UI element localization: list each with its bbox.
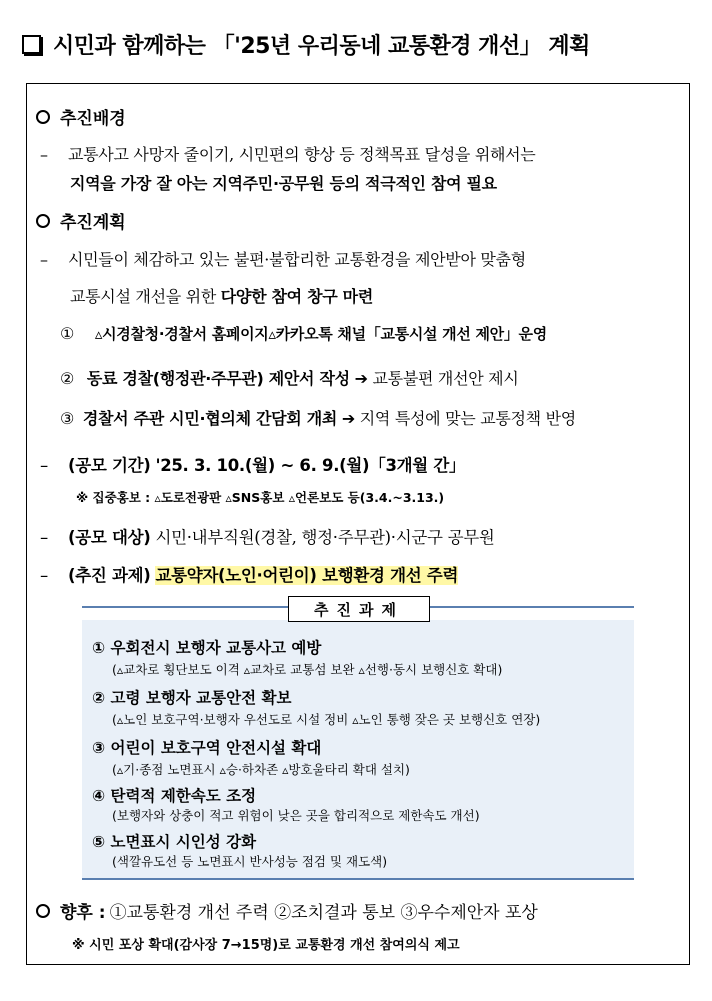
panel-item-2-sub: (▵노인 보호구역·보행자 우선도로 시설 정비 ▵노인 통행 잦은 곳 보행신호 연장) bbox=[112, 712, 541, 727]
panel-item-4-title: ④ 탄력적 제한속도 조정 bbox=[92, 787, 257, 805]
plan-item-2-rest: 교통불편 개선안 제시 bbox=[372, 369, 519, 388]
target-line bbox=[40, 524, 495, 548]
dash-bullet: – bbox=[40, 250, 48, 269]
panel-item-3-sub: (▵기·종점 노면표시 ▵승·하차존 ▵방호울타리 확대 설치) bbox=[112, 762, 410, 777]
period-value: '25. 3. 10.(월) ~ 6. 9.(월)「3개월 간」 bbox=[155, 456, 466, 475]
period-line bbox=[40, 452, 465, 476]
section-plan-heading bbox=[36, 208, 126, 233]
section-background-title: 추진배경 bbox=[60, 109, 126, 129]
plan-item-3-bold: 경찰서 주관 시민·협의체 간담회 개최 bbox=[82, 409, 338, 428]
plan-item-1-number: ① bbox=[60, 324, 75, 343]
target-value: 시민·내부직원(경찰, 행정·주무관)·시군구 공무원 bbox=[155, 528, 495, 547]
plan-item-3-rest: 지역 특성에 맞는 교통정책 반영 bbox=[359, 409, 576, 428]
panel-item-2-title: ② 고령 보행자 교통안전 확보 bbox=[92, 689, 292, 707]
future-note: ※ 시민 포상 확대(감사장 7→15명)로 교통환경 개선 참여의식 제고 bbox=[72, 938, 460, 953]
task-value-highlighted: 교통약자(노인·어린이) 보행환경 개선 주력 bbox=[155, 566, 459, 585]
period-label: (공모 기간) bbox=[68, 456, 151, 475]
background-line-2: 지역을 가장 잘 아는 지역주민·공무원 등의 적극적인 참여 필요 bbox=[70, 174, 497, 193]
future-heading: 향후 : bbox=[60, 903, 106, 923]
plan-line-2-normal: 교통시설 개선을 위한 bbox=[70, 287, 221, 306]
panel-item-5-title: ⑤ 노면표시 시인성 강화 bbox=[92, 833, 257, 851]
future-line bbox=[36, 898, 538, 923]
dash-bullet: – bbox=[40, 145, 48, 164]
plan-item-3-number: ③ bbox=[60, 409, 75, 428]
plan-line-1-text: 시민들이 체감하고 있는 불편·불합리한 교통환경을 제안받아 맞춤형 bbox=[68, 250, 526, 269]
dash-bullet: – bbox=[40, 528, 48, 547]
plan-item-1-text: ▵시경찰청·경찰서 홈페이지▵카카오톡 채널「교통시설 개선 제안」운영 bbox=[94, 325, 547, 343]
task-label: (추진 과제) bbox=[68, 566, 151, 585]
section-background-heading bbox=[36, 104, 126, 129]
plan-line-2-bold: 다양한 참여 창구 마련 bbox=[220, 287, 373, 306]
dash-bullet: – bbox=[40, 456, 48, 475]
panel-item-4-sub: (보행자와 상충이 적고 위험이 낮은 곳을 합리적으로 제한속도 개선) bbox=[112, 808, 480, 823]
panel-item-3-title: ③ 어린이 보호구역 안전시설 확대 bbox=[92, 739, 322, 757]
checkbox-square-icon bbox=[22, 35, 41, 54]
circle-bullet-icon bbox=[36, 110, 50, 124]
target-label: (공모 대상) bbox=[68, 528, 151, 547]
task-line bbox=[40, 562, 458, 586]
period-note: ※ 집중홍보 : ▵도로전광판 ▵SNS홍보 ▵언론보도 등(3.4.~3.13.) bbox=[76, 490, 445, 505]
circle-bullet-icon bbox=[36, 214, 50, 228]
document-title bbox=[22, 26, 590, 62]
panel-bottom-rule bbox=[82, 878, 634, 880]
document-title-text: 시민과 함께하는 「'25년 우리동네 교통환경 개선」 계획 bbox=[53, 33, 590, 59]
plan-item-2 bbox=[60, 366, 519, 389]
section-plan-title: 추진계획 bbox=[60, 213, 126, 233]
plan-line-2 bbox=[70, 284, 373, 307]
background-line-1 bbox=[40, 142, 535, 165]
background-line-1-text: 교통사고 사망자 줄이기, 시민편의 향상 등 정책목표 달성을 위해서는 bbox=[68, 145, 536, 164]
plan-line-1 bbox=[40, 247, 526, 270]
panel-item-1-sub: (▵교차로 횡단보도 이격 ▵교차로 교통섬 보완 ▵선행·동시 보행신호 확대) bbox=[112, 662, 503, 677]
circle-bullet-icon bbox=[36, 904, 50, 918]
right-arrow-icon: ➔ bbox=[354, 369, 368, 388]
plan-item-3 bbox=[60, 406, 576, 429]
plan-item-2-number: ② bbox=[60, 369, 75, 388]
plan-item-2-bold: 동료 경찰(행정관·주무관) 제안서 작성 bbox=[86, 369, 350, 388]
future-text: ①교통환경 개선 주력 ②조치결과 통보 ③우수제안자 포상 bbox=[109, 903, 538, 923]
panel-item-5-sub: (색깔유도선 등 노면표시 반사성능 점검 및 재도색) bbox=[112, 854, 388, 869]
panel-badge: 추진과제 bbox=[288, 596, 430, 622]
right-arrow-icon: ➔ bbox=[341, 409, 355, 428]
panel-item-1-title: ① 우회전시 보행자 교통사고 예방 bbox=[92, 639, 322, 657]
plan-item-1 bbox=[60, 323, 547, 344]
dash-bullet: – bbox=[40, 566, 48, 585]
